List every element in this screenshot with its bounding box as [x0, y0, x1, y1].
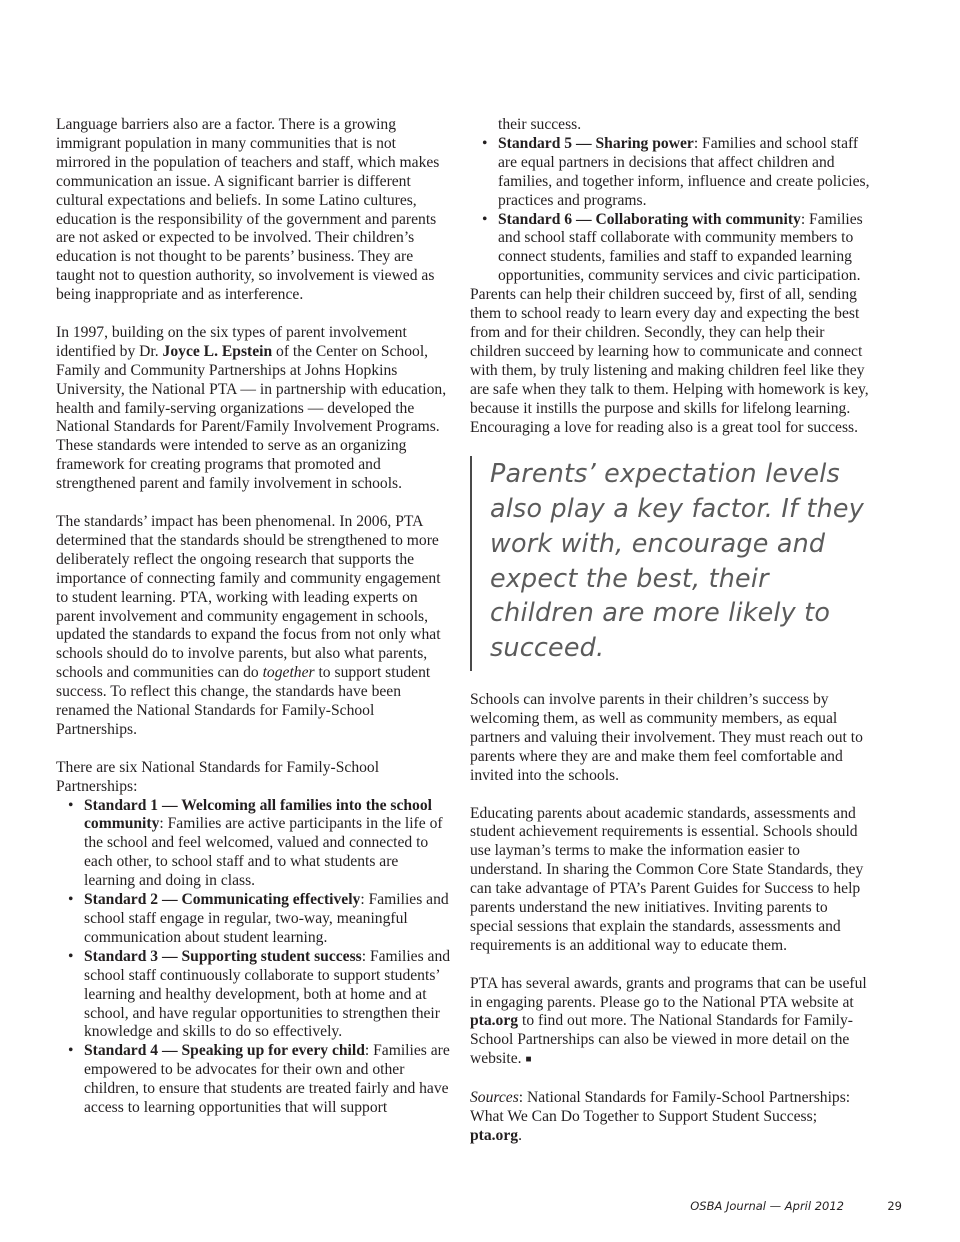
pta-link[interactable]: pta.org [470, 1012, 519, 1030]
standard-title: Standard 6 — Collaborating with community [498, 210, 801, 228]
list-item [84, 1042, 452, 1118]
paragraph-educating-parents: Educating parents about academic standards, assessments and student achievement requirements is essential. Schools should use layman’s terms to make the information easier to understand. In sharing the Common Core State Standards, they can take advantage of PTA’s Parent Guides for Success to help parents understand the new initiatives. Inviting parents to special sessions that explain the standards, assessments and requirements is an additional way to educate them. [470, 804, 864, 954]
standard-title: Standard 2 — Communicating effectively [84, 891, 361, 909]
standard-4-continuation: their success. [498, 116, 582, 133]
standard-text: : Families and school staff collaborate with community members to connect students, families and staff to expanded learning opportunities, community services and civic participation. [498, 210, 863, 285]
standards-list-continued [470, 135, 870, 286]
standard-text: : Families are active participants in the life of the school and feel welcomed, valued and connected to each other, to school staff and to what students are learning and doing in class. [84, 815, 443, 890]
sources-text: : National Standards for Family-School Partnerships: What We Can Do Together to Support Student Success; [470, 1089, 851, 1125]
pull-quote: Parents’ expectation levels also play a key factor. If they work with, encourage and expect the best, their children are more likely to succeed. [470, 456, 870, 671]
standard-text: : Families and school staff engage in regular, two-way, meaningful communication about student learning. [84, 891, 449, 946]
paragraph-six-standards-intro: There are six National Standards for Family-School Partnerships: [56, 758, 380, 795]
left-column [56, 116, 452, 1118]
paragraph-text: The standards’ impact has been phenomenal. In 2006, PTA determined that the standards should be strengthened to more deliberately reflect the ongoing research that supports the importance of connecting family and community engagement to student learning. PTA, working with leading experts on parent involvement and community engagement in schools, updated the standards to expand the focus from not only what schools should do to involve parents, but also what parents, schools and communities can do [56, 513, 441, 682]
person-name: Joyce L. Epstein [162, 342, 273, 360]
sources-link[interactable]: pta.org [470, 1126, 519, 1144]
sources-label: Sources [470, 1089, 519, 1107]
list-item [498, 211, 870, 287]
list-item [84, 891, 452, 948]
right-column [470, 116, 870, 1165]
sources-end: . [518, 1126, 522, 1144]
journal-title: OSBA Journal — April 2012 [690, 1199, 844, 1213]
paragraph-standards-impact [56, 513, 452, 740]
standard-text: : Families and school staff continuously collaborate to support students’ learning and healthy development, both at home and at school, and have regular opportunities to strengthen their knowledge and skills to do so effectively. [84, 947, 451, 1041]
end-mark-icon: ■ [525, 1054, 532, 1066]
paragraph-pta-awards [470, 975, 870, 1071]
paragraph-text: to support student success. To reflect this change, the standards have been renamed the National Standards for Family-School Partnerships. [56, 664, 431, 738]
list-item [84, 797, 452, 892]
standard-title: Standard 1 — Welcoming all families into the school community [84, 796, 432, 833]
paragraph-text: to find out more. The National Standards for Family-School Partnerships can also be viewed in more detail on the website. [470, 1012, 854, 1068]
paragraph-text: PTA has several awards, grants and programs that can be useful in engaging parents. Please go to the National PTA website at [470, 974, 867, 1011]
paragraph-sources [470, 1089, 870, 1146]
paragraph-schools-involve: Schools can involve parents in their children’s success by welcoming them, as well as community members, as equal partners and valuing their involvement. They must reach out to parents where they are and make them feel comfortable and invited into the schools. [470, 691, 863, 784]
paragraph-text: of the Center on School, Family and Community Partnerships at Johns Hopkins University, the National PTA — in partnership with education, health and family-serving organizations — developed the National Standards for Parent/Family Involvement Programs. These standards were intended to serve as an organizing framework for creating programs that promoted and strengthened parent and family involvement in schools. [56, 342, 447, 493]
list-item [84, 948, 452, 1043]
list-item [498, 135, 870, 211]
standard-title: Standard 3 — Supporting student success [84, 947, 362, 965]
standards-list [56, 797, 452, 1118]
paragraph-language-barriers: Language barriers also are a factor. There is a growing immigrant population in many communities that is not mirrored in the population of teachers and staff, which makes communication an issue. A significant barrier is different cultural expectations and beliefs. In some Latino cultures, education is the responsibility of the government and parents are not asked or expected to be involved. Their children’s education is not thought to be parents’ business. They are taught not to question authority, so involvement is viewed as being inappropriate and as interference. [56, 116, 440, 304]
standard-text: : Families are empowered to be advocates for their own and other children, to ensure that students are treated fairly and have access to learning opportunities that will support [84, 1042, 450, 1117]
paragraph-parents-help: Parents can help their children succeed by, first of all, sending them to school ready to learn every day and expecting the best from and for their children. Secondly, they can help their children succeed by learning how to communicate and connect with them, by truly listening and making children feel like they are safe when they talk to them. Helping with homework is key, because it instills the purpose and skills for lifelong learning. Encouraging a love for reading also is a great tool for success. [470, 286, 869, 436]
paragraph-1997-standards [56, 324, 452, 494]
page-number: 29 [887, 1199, 902, 1213]
emphasis-text: together [262, 664, 315, 682]
standard-text: : Families and school staff are equal partners in decisions that affect children and families, and together inform, influence and create policies, practices and programs. [498, 134, 870, 209]
paragraph-text: In 1997, building on the six types of parent involvement identified by Dr. [56, 323, 407, 360]
page-footer [0, 1199, 960, 1219]
standard-title: Standard 5 — Sharing power [498, 134, 694, 152]
standard-title: Standard 4 — Speaking up for every child [84, 1042, 365, 1060]
